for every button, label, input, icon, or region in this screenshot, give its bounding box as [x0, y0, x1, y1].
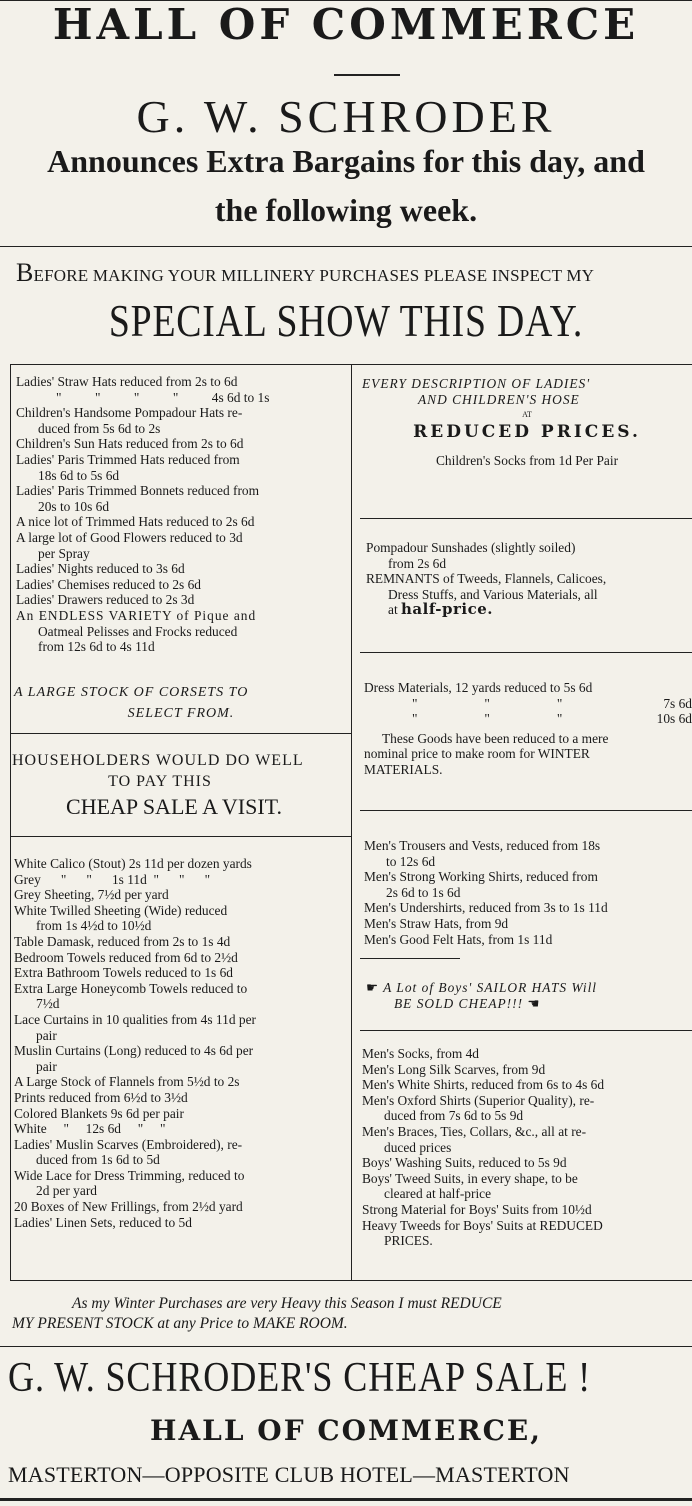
sunshades-line-1: Pompadour Sunshades (slightly soiled): [366, 540, 576, 555]
list-item: Heavy Tweeds for Boys' Suits at REDUCED: [362, 1217, 603, 1233]
list-item: Ladies' Straw Hats reduced from 2s to 6d: [16, 374, 238, 389]
dress-line-3: [364, 711, 692, 727]
hose-line-2: AND CHILDREN'S HOSE: [418, 391, 580, 407]
dress-line-1: Dress Materials, 12 yards reduced to 5s 6d: [364, 680, 593, 695]
cheap-sale-heading: CHEAP SALE A VISIT.: [66, 794, 282, 819]
top-rule: [0, 0, 692, 1]
corsets-line-1: A LARGE STOCK OF CORSETS TO: [14, 685, 249, 700]
dress-line-2: [364, 696, 692, 712]
announce-line-2: the following week.: [214, 192, 478, 228]
millinery-intro: [16, 260, 594, 286]
list-item: Men's Straw Hats, from 9d: [364, 915, 509, 931]
list-item: from 1s 4½d to 10½d: [36, 918, 152, 934]
list-item: Grey " " 1s 11d " " ": [14, 871, 211, 887]
address-line: MASTERTON—OPPOSITE CLUB HOTEL—MASTERTON: [8, 1462, 570, 1487]
proprietor-name: G. W. SCHRODER: [136, 91, 556, 142]
right-divider-5: [360, 1030, 692, 1031]
list-item: White Calico (Stout) 2s 11d per dozen yards: [14, 856, 252, 871]
dress-materials: [364, 680, 692, 778]
list-item: Grey Sheeting, 7½d per yard: [14, 887, 169, 903]
list-item: Men's Socks, from 4d: [362, 1046, 479, 1061]
left-divider-1: [10, 733, 351, 734]
dress-price-2: 7s 6d: [663, 695, 692, 711]
remnants-notice: [366, 540, 692, 618]
list-item: White " 12s 6d " ": [14, 1121, 166, 1137]
list-item: Ladies' Drawers reduced to 2s 3d: [16, 592, 195, 608]
list-item: Men's Long Silk Scarves, from 9d: [362, 1061, 546, 1077]
list-item: 7½d: [36, 996, 60, 1012]
list-item: Men's Trousers and Vests, reduced from 18s: [364, 838, 601, 853]
list-item: pair: [36, 1027, 57, 1043]
list-item: White Twilled Sheeting (Wide) reduced: [14, 902, 228, 918]
pointing-hand-icon: ☚: [527, 995, 541, 1011]
list-item: Boys' Washing Suits, reduced to 5s 9d: [362, 1155, 567, 1171]
boys-hats-line-1: [366, 980, 692, 996]
list-item: A nice lot of Trimmed Hats reduced to 2s 6d: [16, 514, 255, 530]
boys-hats-text-2: BE SOLD CHEAP!!!: [394, 995, 524, 1011]
note-line-2: MY PRESENT STOCK at any Price to MAKE ROOM.: [12, 1315, 348, 1332]
dress-ditto-3: " " ": [412, 711, 563, 727]
sunshades-line-2: from 2s 6d: [388, 555, 447, 571]
list-item: An ENDLESS VARIETY of Pique and: [16, 607, 257, 623]
dress-note-1: These Goods have been reduced to a mere: [382, 730, 609, 746]
bottom-rule: [0, 1498, 692, 1501]
list-item: Lace Curtains in 10 qualities from 4s 11d per: [14, 1011, 256, 1027]
winter-purchases-note: [12, 1294, 692, 1334]
householders-notice: [12, 750, 348, 822]
list-item: to 12s 6d: [386, 853, 436, 869]
dress-ditto-2: " " ": [412, 695, 563, 711]
reduced-prices-heading: REDUCED PRICES.: [413, 422, 641, 443]
list-item: 20 Boxes of New Frillings, from 2½d yard: [14, 1199, 243, 1215]
list-item: Colored Blankets 9s 6d per pair: [14, 1105, 184, 1121]
right-divider-3: [360, 810, 692, 811]
list-item: pair: [36, 1058, 57, 1074]
list-item: duced from 1s 6d to 5d: [36, 1152, 160, 1168]
hall-of-commerce-banner: HALL OF COMMERCE,: [150, 1414, 542, 1447]
boys-hats-text-1: A Lot of Boys' SAILOR HATS Will: [383, 980, 598, 995]
list-item: Extra Bathroom Towels reduced to 1s 6d: [14, 965, 233, 981]
list-item: 20s to 10s 6d: [38, 498, 110, 514]
remnants-at: at: [388, 602, 398, 618]
list-item: Muslin Curtains (Long) reduced to 4s 6d per: [14, 1043, 254, 1059]
hose-notice: [362, 376, 692, 469]
hose-line-1: EVERY DESCRIPTION OF LADIES': [362, 376, 591, 391]
list-item: A large lot of Good Flowers reduced to 3d: [16, 529, 243, 545]
title-divider: [334, 74, 400, 76]
boys-list: [362, 1046, 692, 1249]
list-item: Ladies' Linen Sets, reduced to 5d: [14, 1214, 192, 1230]
list-item: Oatmeal Pelisses and Frocks reduced: [38, 623, 238, 639]
list-item: Children's Sun Hats reduced from 2s to 6d: [16, 436, 244, 452]
list-item: A Large Stock of Flannels from 5½d to 2s: [14, 1074, 240, 1090]
dress-note-3: MATERIALS.: [364, 761, 443, 777]
childrens-socks: Children's Socks from 1d Per Pair: [435, 453, 619, 469]
list-item: Ladies' Chemises reduced to 2s 6d: [16, 576, 202, 592]
remnants-line-2: Dress Stuffs, and Various Materials, all: [388, 586, 598, 602]
header-divider: [0, 246, 692, 247]
list-item: Wide Lace for Dress Trimming, reduced to: [14, 1167, 245, 1183]
householders-line-2: TO PAY THIS: [108, 773, 212, 790]
cheap-sale-banner: G. W. SCHRODER'S CHEAP SALE !: [8, 1355, 592, 1401]
corsets-line-2: SELECT FROM.: [127, 706, 235, 721]
list-item: Extra Large Honeycomb Towels reduced to: [14, 980, 248, 996]
list-item: Children's Handsome Pompadour Hats re-: [16, 405, 243, 421]
list-item: Ladies' Nights reduced to 3s 6d: [16, 561, 185, 577]
list-item: Boys' Tweed Suits, in every shape, to be: [362, 1170, 578, 1186]
special-show-heading: SPECIAL SHOW THIS DAY.: [108, 295, 584, 346]
boys-hats-notice: [366, 980, 692, 1011]
remnants-line-3: [366, 602, 692, 618]
list-item: Ladies' Paris Trimmed Hats reduced from: [16, 451, 240, 467]
list-item: Men's White Shirts, reduced from 6s to 4s 6d: [362, 1077, 605, 1093]
left-divider-2: [10, 836, 351, 837]
list-item: 2d per yard: [36, 1183, 97, 1199]
list-item: per Spray: [38, 545, 90, 561]
list-item: duced prices: [384, 1139, 452, 1155]
note-line-1: As my Winter Purchases are very Heavy this Season I must REDUCE: [72, 1295, 502, 1312]
list-item: duced from 5s 6d to 2s: [38, 420, 161, 436]
list-item: cleared at half-price: [384, 1186, 492, 1202]
household-list: [14, 856, 348, 1230]
list-item: duced from 7s 6d to 5s 9d: [384, 1108, 524, 1124]
list-item: Men's Undershirts, reduced from 3s to 1s 11d: [364, 900, 608, 916]
list-item: Bedroom Towels reduced from 6d to 2½d: [14, 949, 238, 965]
list-item: Men's Braces, Ties, Collars, &c., all at re-: [362, 1123, 587, 1139]
right-divider-2: [360, 652, 692, 653]
list-item: Men's Oxford Shirts (Superior Quality), re-: [362, 1092, 595, 1108]
list-item: Prints reduced from 6½d to 3½d: [14, 1089, 188, 1105]
footer-rule: [0, 1346, 692, 1347]
column-divider: [351, 364, 352, 1280]
right-divider-1: [360, 518, 692, 519]
list-item: Ladies' Paris Trimmed Bonnets reduced from: [16, 483, 260, 499]
dress-note-2: nominal price to make room for WINTER: [364, 746, 590, 762]
list-item: PRICES.: [384, 1233, 433, 1249]
remnants-line-1: REMNANTS of Tweeds, Flannels, Calicoes,: [366, 571, 607, 587]
right-divider-4a: [360, 958, 460, 959]
columns-bottom-rule: [10, 1280, 692, 1281]
list-item: Table Damask, reduced from 2s to 1s 4d: [14, 933, 231, 949]
list-item: " " " " 4s 6d to 1s: [56, 389, 270, 405]
ad-title: HALL OF COMMERCE: [52, 0, 640, 49]
hose-at: AT: [522, 410, 532, 420]
list-item: Men's Good Felt Hats, from 1s 11d: [364, 931, 553, 947]
list-item: Men's Strong Working Shirts, reduced from: [364, 869, 598, 885]
list-item: from 12s 6d to 4s 11d: [38, 639, 155, 655]
mens-list: [364, 838, 692, 947]
corsets-notice: [14, 682, 348, 724]
list-item: 18s 6d to 5s 6d: [38, 467, 120, 483]
millinery-intro-text: EFORE MAKING YOUR MILLINERY PURCHASES PLEASE INSPECT MY: [33, 266, 595, 285]
announce-line-1: Announces Extra Bargains for this day, and: [47, 143, 645, 179]
millinery-list: [16, 374, 348, 655]
dress-price-3: 10s 6d: [656, 711, 692, 727]
left-frame-line: [10, 364, 11, 1280]
list-item: 2s 6d to 1s 6d: [386, 884, 461, 900]
list-item: Strong Material for Boys' Suits from 10½d: [362, 1201, 592, 1217]
list-item: Ladies' Muslin Scarves (Embroidered), re-: [14, 1136, 243, 1152]
millinery-intro-initial: B: [16, 258, 34, 287]
half-price-label: half-price.: [401, 600, 493, 619]
boys-hats-line-2: [366, 996, 692, 1012]
householders-line-1: HOUSEHOLDERS WOULD DO WELL: [12, 752, 304, 769]
pointing-hand-icon: ☛: [366, 980, 380, 995]
